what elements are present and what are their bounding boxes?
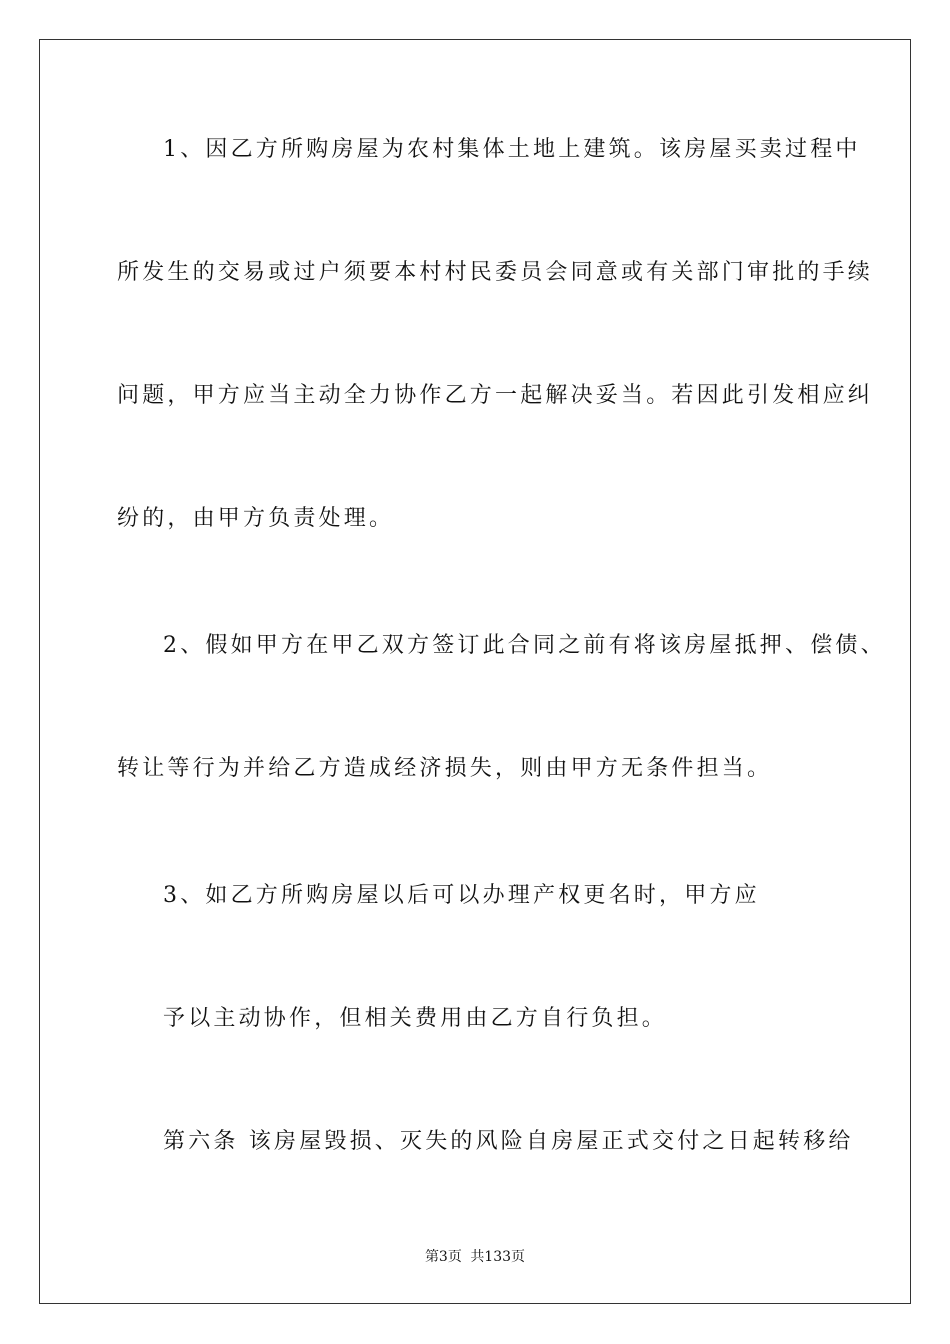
page-total: 共133页 bbox=[470, 1249, 526, 1265]
paragraph-1-line-4: 纷的，由甲方负责处理。 bbox=[117, 506, 395, 531]
paragraph-2-line-2: 转让等行为并给乙方造成经济损失，则由甲方无条件担当。 bbox=[117, 756, 773, 781]
page-border bbox=[39, 39, 911, 1304]
article-6-line-1: 第六条 该房屋毁损、灭失的风险自房屋正式交付之日起转移给 bbox=[163, 1129, 854, 1154]
paragraph-1-line-1: 1、因乙方所购房屋为农村集体土地上建筑。该房屋买卖过程中 bbox=[163, 137, 861, 162]
page-footer bbox=[0, 1248, 950, 1266]
paragraph-1-line-2: 所发生的交易或过户须要本村村民委员会同意或有关部门审批的手续 bbox=[117, 260, 874, 285]
page-number: 第3页 bbox=[424, 1249, 462, 1265]
paragraph-3-line-1: 3、如乙方所购房屋以后可以办理产权更名时，甲方应 bbox=[163, 883, 760, 908]
paragraph-2-line-1: 2、假如甲方在甲乙双方签订此合同之前有将该房屋抵押、偿债、 bbox=[163, 633, 886, 658]
paragraph-3-line-2: 予以主动协作，但相关费用由乙方自行负担。 bbox=[163, 1006, 668, 1031]
paragraph-1-line-3: 问题，甲方应当主动全力协作乙方一起解决妥当。若因此引发相应纠 bbox=[117, 383, 874, 408]
